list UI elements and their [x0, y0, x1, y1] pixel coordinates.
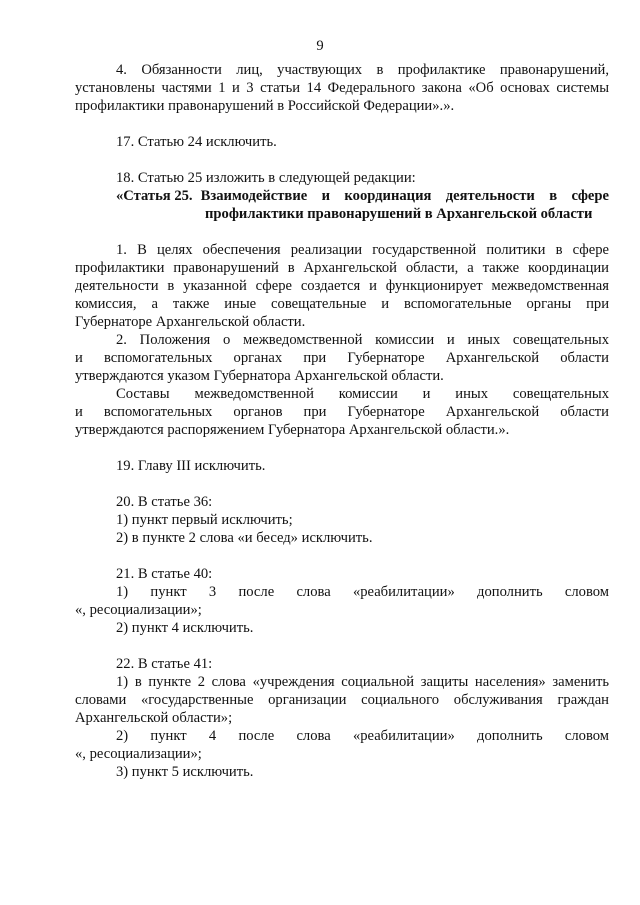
- article-part-2-continued: [75, 385, 609, 439]
- text-line: утверждаются указом Губернатора Архангельской области.: [75, 368, 444, 384]
- text-line: «, ресоциализации»;: [75, 602, 202, 618]
- text-line: деятельности в указанной сфере создается и функционирует межведомственная: [75, 278, 609, 294]
- item-17: [75, 133, 609, 151]
- text-line: 18. Статью 25 изложить в следующей редакции:: [116, 170, 416, 186]
- text-line: профилактики правонарушений в Российской Федерации».».: [75, 98, 455, 114]
- text-line: утверждаются распоряжением Губернатора Архангельской области.».: [75, 422, 510, 438]
- article-part-1: [75, 241, 609, 331]
- text-line: 20. В статье 36:: [116, 494, 213, 510]
- text-line: 1) пункт первый исключить;: [116, 512, 293, 528]
- heading-prefix: «Статья 25.: [116, 188, 193, 204]
- document-body: [75, 61, 609, 781]
- text-line: «, ресоциализации»;: [75, 746, 202, 762]
- text-line: Составы межведомственной комиссии и иных совещательных: [116, 386, 609, 402]
- text-line: 19. Главу III исключить.: [116, 458, 266, 474]
- text-line: 1) пункт 3 после слова «реабилитации» дополнить словом: [116, 584, 609, 600]
- item-21: [75, 565, 609, 637]
- text-line: словами «государственные организации социального обслуживания граждан: [75, 692, 609, 708]
- text-line: установлены частями 1 и 3 статьи 14 Федерального закона «Об основах системы: [75, 80, 609, 96]
- text-line: 2. Положения о межведомственной комиссии и иных совещательных: [116, 332, 609, 348]
- heading-title: Взаимодействие и координация деятельности в сфере: [200, 188, 609, 204]
- text-line: Губернаторе Архангельской области.: [75, 314, 306, 330]
- text-line: и вспомогательных органах при Губернаторе Архангельской области: [75, 350, 609, 366]
- text-line: 17. Статью 24 исключить.: [116, 134, 277, 150]
- item-19: [75, 457, 609, 475]
- text-line: комиссия, а также иные совещательные и вспомогательные органы при: [75, 296, 609, 312]
- item-18: [75, 169, 609, 187]
- text-line: 3) пункт 5 исключить.: [116, 764, 254, 780]
- heading-line-2: профилактики правонарушений в Архангельской области: [205, 206, 593, 222]
- text-line: 1) в пункте 2 слова «учреждения социальной защиты населения» заменить: [116, 674, 609, 690]
- text-line: и вспомогательных органов при Губернаторе Архангельской области: [75, 404, 609, 420]
- text-line: 22. В статье 41:: [116, 656, 213, 672]
- paragraph-4: [75, 61, 609, 115]
- text-line: 4. Обязанности лиц, участвующих в профилактике правонарушений,: [116, 62, 609, 78]
- text-line: 21. В статье 40:: [116, 566, 213, 582]
- item-20: [75, 493, 609, 547]
- heading-line-1: [75, 187, 609, 205]
- item-22: [75, 655, 609, 781]
- article-heading: [75, 187, 609, 223]
- text-line: 1. В целях обеспечения реализации государственной политики в сфере: [116, 242, 609, 258]
- text-line: профилактики правонарушений в Архангельской области, а также координации: [75, 260, 609, 276]
- text-line: 2) пункт 4 исключить.: [116, 620, 254, 636]
- text-line: 2) в пункте 2 слова «и бесед» исключить.: [116, 530, 373, 546]
- text-line: 2) пункт 4 после слова «реабилитации» дополнить словом: [116, 728, 609, 744]
- page-number: 9: [316, 38, 324, 54]
- article-part-2: [75, 331, 609, 385]
- text-line: Архангельской области»;: [75, 710, 233, 726]
